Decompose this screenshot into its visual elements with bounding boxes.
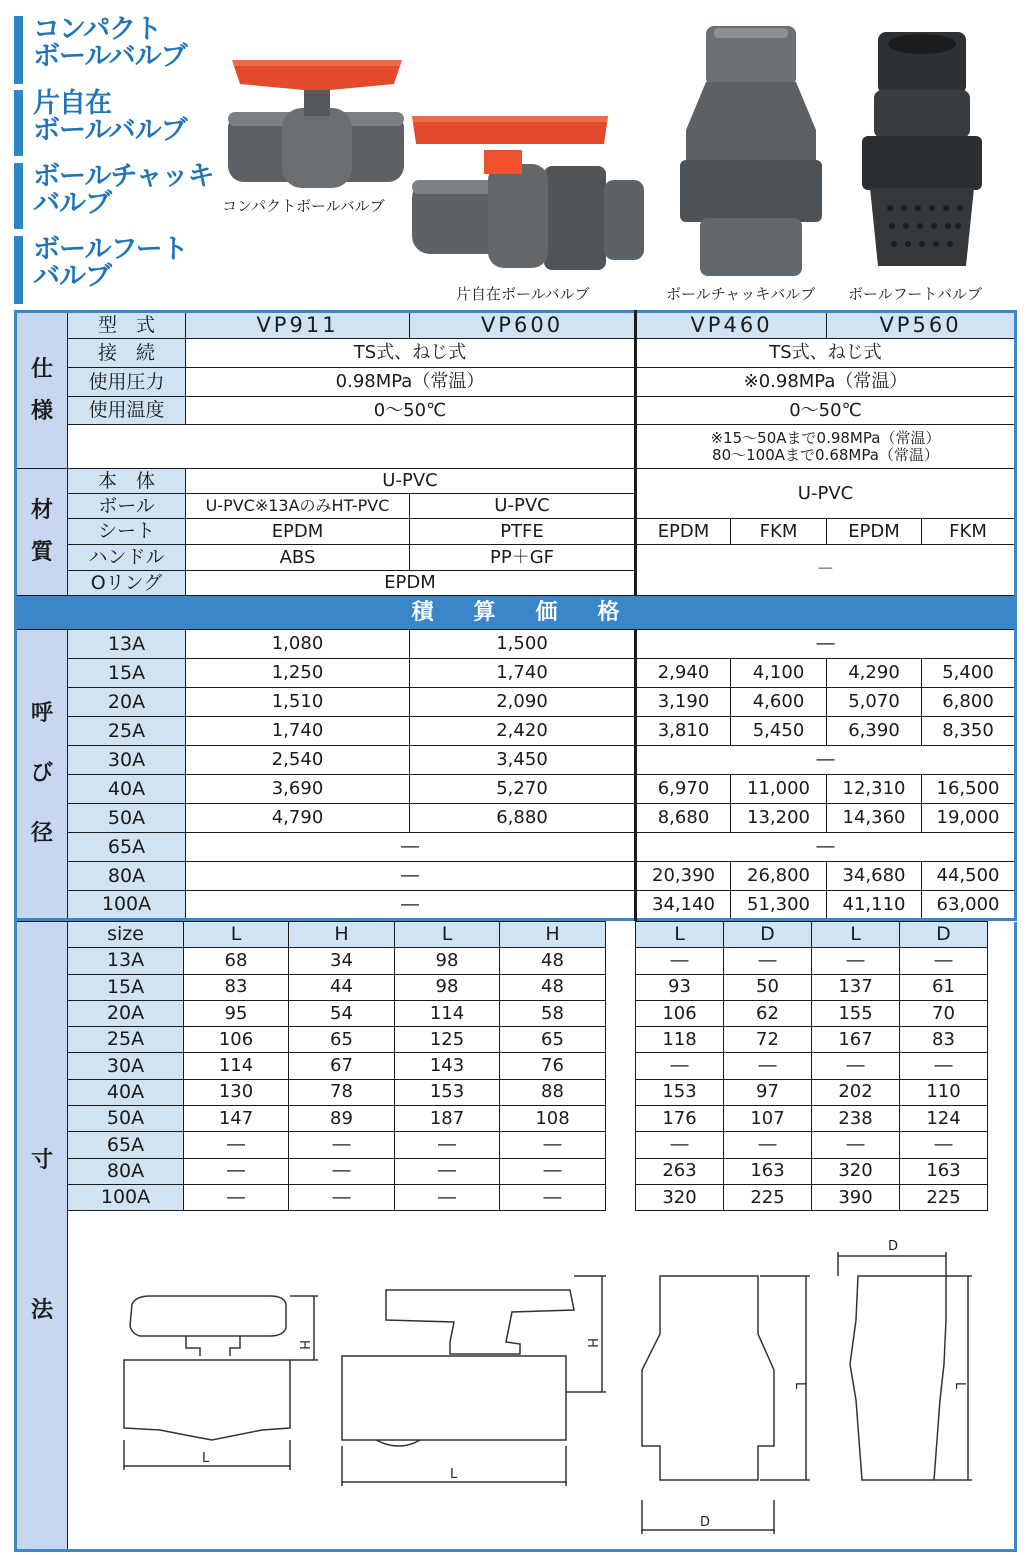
category-line: ボールチャッキ <box>33 161 214 192</box>
drawing-label-d: D <box>700 1515 711 1530</box>
row-label-ball: ボール <box>68 494 186 519</box>
dim-cell: 89 <box>289 1106 395 1132</box>
price-vp600: 1,500 <box>410 630 636 659</box>
seat-vp600: PTFE <box>410 519 636 545</box>
dim-cell: 107 <box>724 1106 812 1132</box>
drawing-label-h: H <box>584 1338 599 1348</box>
size-label: 80A <box>68 1158 184 1184</box>
price-left: ― <box>186 891 636 920</box>
dim-cell: 125 <box>395 1027 500 1053</box>
size-label: 100A <box>68 891 186 920</box>
price-right-cell: 20,390 <box>636 862 731 891</box>
category-line: ボールバルブ <box>33 41 187 72</box>
gap-cell <box>606 1158 636 1184</box>
row-label-model: 型 式 <box>68 312 186 339</box>
price-right-cell: 34,680 <box>827 862 922 891</box>
price-vp911: 4,790 <box>186 804 410 833</box>
gap-cell <box>606 1053 636 1079</box>
dim-cell: ― <box>812 948 900 974</box>
dim-cell: ― <box>812 1053 900 1079</box>
dim-cell: ― <box>289 1132 395 1158</box>
dim-cell: 68 <box>184 948 289 974</box>
dim-cell: 114 <box>395 1000 500 1026</box>
oring-left: EPDM <box>186 571 636 596</box>
price-right-cell: 5,070 <box>827 688 922 717</box>
price-vp911: 3,690 <box>186 775 410 804</box>
dim-header: H <box>500 922 606 948</box>
section-nominal-size: 呼 び 径 <box>16 630 68 920</box>
gap-cell <box>988 1027 1016 1053</box>
dim-cell: 50 <box>724 974 812 1000</box>
dim-cell: 143 <box>395 1053 500 1079</box>
price-right-cell: 11,000 <box>731 775 827 804</box>
dim-header: H <box>289 922 395 948</box>
size-label: 20A <box>68 688 186 717</box>
body-left: U-PVC <box>186 469 636 494</box>
gap-cell <box>988 1132 1016 1158</box>
price-left: ― <box>186 862 636 891</box>
drawing-label-l: L <box>792 1382 807 1390</box>
dim-cell: 155 <box>812 1000 900 1026</box>
dim-cell: 263 <box>636 1158 724 1184</box>
dim-cell: 44 <box>289 974 395 1000</box>
gap-cell <box>988 974 1016 1000</box>
price-right-cell: 6,390 <box>827 717 922 746</box>
size-label: 50A <box>68 804 186 833</box>
dim-cell: ― <box>395 1132 500 1158</box>
dim-cell: 176 <box>636 1106 724 1132</box>
size-label: 40A <box>68 1079 184 1105</box>
blank-cell <box>68 425 636 469</box>
category-line: バルブ <box>33 261 111 292</box>
size-label: 80A <box>68 862 186 891</box>
size-label: 100A <box>68 1184 184 1210</box>
row-label-body: 本 体 <box>68 469 186 494</box>
gap-cell <box>606 1106 636 1132</box>
gap-cell <box>606 974 636 1000</box>
dim-cell: ― <box>812 1132 900 1158</box>
category-union-ball-valve <box>14 90 187 156</box>
drawing-label-l: L <box>952 1382 967 1390</box>
dim-cell: 147 <box>184 1106 289 1132</box>
dim-cell: 48 <box>500 974 606 1000</box>
model-vp911: VP911 <box>186 312 410 339</box>
dim-cell: ― <box>395 1184 500 1210</box>
dim-cell: 320 <box>636 1184 724 1210</box>
dim-cell: 65 <box>500 1027 606 1053</box>
drawing-area <box>68 1211 1016 1551</box>
price-right-cell: 8,680 <box>636 804 731 833</box>
size-label: 25A <box>68 717 186 746</box>
temperature-left: 0～50℃ <box>186 397 636 425</box>
price-right: ― <box>636 630 1016 659</box>
dim-cell: 225 <box>724 1184 812 1210</box>
size-label: 15A <box>68 659 186 688</box>
dim-cell: 54 <box>289 1000 395 1026</box>
section-dimensions: 寸 法 <box>16 922 68 1551</box>
price-right-cell: 44,500 <box>922 862 1016 891</box>
pressure-note <box>636 425 1016 469</box>
dim-cell: ― <box>184 1158 289 1184</box>
price-right-cell: 4,100 <box>731 659 827 688</box>
price-right-cell: 34,140 <box>636 891 731 920</box>
seat-cell: EPDM <box>827 519 922 545</box>
dim-cell: 110 <box>900 1079 988 1105</box>
ball-vp600: U-PVC <box>410 494 636 519</box>
dim-header: L <box>184 922 289 948</box>
pressure-left: 0.98MPa（常温） <box>186 368 636 397</box>
material-right-upvc: U-PVC <box>636 469 1016 519</box>
gap-cell <box>606 922 636 948</box>
dim-cell: 34 <box>289 948 395 974</box>
size-label: 30A <box>68 1053 184 1079</box>
dim-cell: ― <box>724 948 812 974</box>
price-right: ― <box>636 833 1016 862</box>
seat-cell: FKM <box>731 519 827 545</box>
price-right-cell: 51,300 <box>731 891 827 920</box>
price-right-cell: 6,800 <box>922 688 1016 717</box>
dimension-table <box>14 921 1017 1552</box>
dim-cell: ― <box>724 1132 812 1158</box>
dim-cell: 72 <box>724 1027 812 1053</box>
dim-cell: ― <box>184 1132 289 1158</box>
price-right-cell: 5,400 <box>922 659 1016 688</box>
price-right-cell: 3,190 <box>636 688 731 717</box>
dim-cell: 114 <box>184 1053 289 1079</box>
price-vp600: 3,450 <box>410 746 636 775</box>
drawing-label-l: L <box>202 1451 210 1466</box>
drawing-label-l: L <box>450 1467 458 1482</box>
price-right-cell: 6,970 <box>636 775 731 804</box>
dim-cell: 202 <box>812 1079 900 1105</box>
ball-vp911: U-PVC※13AのみHT-PVC <box>186 494 410 519</box>
row-label-seat: シート <box>68 519 186 545</box>
dim-cell: 106 <box>636 1000 724 1026</box>
note-line: 80～100Aまで0.68MPa（常温） <box>712 445 939 464</box>
price-left: ― <box>186 833 636 862</box>
price-vp911: 1,080 <box>186 630 410 659</box>
photo-caption: ボールフートバルブ <box>848 285 982 303</box>
price-rows <box>16 630 1016 920</box>
dim-cell: 97 <box>724 1079 812 1105</box>
dim-header: D <box>900 922 988 948</box>
size-label: 15A <box>68 974 184 1000</box>
dim-cell: 187 <box>395 1106 500 1132</box>
category-line: 片自在 <box>33 88 111 119</box>
dim-cell: 83 <box>900 1027 988 1053</box>
gap-cell <box>988 1079 1016 1105</box>
model-vp600: VP600 <box>410 312 636 339</box>
compact-ball-valve-photo <box>222 50 412 195</box>
dim-cell: ― <box>636 1053 724 1079</box>
dim-cell: ― <box>900 948 988 974</box>
dim-header: D <box>724 922 812 948</box>
category-line: バルブ <box>33 188 111 219</box>
gap-cell <box>606 1184 636 1210</box>
dim-cell: ― <box>500 1184 606 1210</box>
price-vp911: 1,510 <box>186 688 410 717</box>
dim-cell: 76 <box>500 1053 606 1079</box>
price-vp911: 2,540 <box>186 746 410 775</box>
gap-cell <box>606 1079 636 1105</box>
gap-cell <box>606 948 636 974</box>
dim-cell: 48 <box>500 948 606 974</box>
price-right-cell: 26,800 <box>731 862 827 891</box>
connection-left: TS式、ねじ式 <box>186 339 636 368</box>
section-material: 材 質 <box>16 469 68 596</box>
gap-cell <box>606 1132 636 1158</box>
note-line: ※15～50Aまで0.98MPa（常温） <box>710 428 941 447</box>
size-label: 13A <box>68 948 184 974</box>
dim-cell: 93 <box>636 974 724 1000</box>
size-label: 65A <box>68 833 186 862</box>
size-label: 13A <box>68 630 186 659</box>
price-vp600: 2,420 <box>410 717 636 746</box>
dim-cell: 65 <box>289 1027 395 1053</box>
material-right-dash: － <box>636 545 1016 596</box>
size-label: 25A <box>68 1027 184 1053</box>
dim-header: L <box>812 922 900 948</box>
size-label: 30A <box>68 746 186 775</box>
dim-cell: 163 <box>724 1158 812 1184</box>
dim-cell: ― <box>289 1184 395 1210</box>
gap-cell <box>606 1000 636 1026</box>
dim-cell: 98 <box>395 974 500 1000</box>
price-right-cell: 14,360 <box>827 804 922 833</box>
temperature-right: 0～50℃ <box>636 397 1016 425</box>
price-band: 積算価格 <box>16 596 1016 630</box>
ball-check-valve-photo <box>676 22 826 280</box>
price-vp911: 1,250 <box>186 659 410 688</box>
dim-cell: 390 <box>812 1184 900 1210</box>
row-label-pressure: 使用圧力 <box>68 368 186 397</box>
drawing-label-d: D <box>888 1239 899 1254</box>
dim-header: L <box>636 922 724 948</box>
row-label-handle: ハンドル <box>68 545 186 571</box>
price-vp600: 1,740 <box>410 659 636 688</box>
gap-cell <box>988 1158 1016 1184</box>
model-vp560: VP560 <box>827 312 1016 339</box>
dim-cell: 118 <box>636 1027 724 1053</box>
size-label: 65A <box>68 1132 184 1158</box>
connection-right: TS式、ねじ式 <box>636 339 1016 368</box>
dim-cell: ― <box>900 1053 988 1079</box>
dim-cell: ― <box>636 1132 724 1158</box>
dim-cell: 108 <box>500 1106 606 1132</box>
price-right-cell: 4,290 <box>827 659 922 688</box>
price-right-cell: 13,200 <box>731 804 827 833</box>
gap-cell <box>988 1000 1016 1026</box>
size-label: 20A <box>68 1000 184 1026</box>
dim-cell: 167 <box>812 1027 900 1053</box>
dim-cell: 78 <box>289 1079 395 1105</box>
dim-cell: 124 <box>900 1106 988 1132</box>
row-label-oring: Oリング <box>68 571 186 596</box>
price-right-cell: 2,940 <box>636 659 731 688</box>
dim-cell: 163 <box>900 1158 988 1184</box>
dim-cell: 61 <box>900 974 988 1000</box>
dim-header: L <box>395 922 500 948</box>
dim-cell: 106 <box>184 1027 289 1053</box>
price-right-cell: 16,500 <box>922 775 1016 804</box>
row-label-temperature: 使用温度 <box>68 397 186 425</box>
dim-cell: 153 <box>395 1079 500 1105</box>
spec-table <box>14 310 1017 921</box>
category-line: ボールバルブ <box>33 115 187 146</box>
dim-cell: 98 <box>395 948 500 974</box>
price-right: ― <box>636 746 1016 775</box>
price-right-cell: 5,450 <box>731 717 827 746</box>
seat-vp911: EPDM <box>186 519 410 545</box>
price-vp911: 1,740 <box>186 717 410 746</box>
gap-cell <box>988 922 1016 948</box>
dim-cell: ― <box>184 1184 289 1210</box>
model-vp460: VP460 <box>636 312 827 339</box>
price-right-cell: 3,810 <box>636 717 731 746</box>
dim-cell: 130 <box>184 1079 289 1105</box>
dim-cell: 88 <box>500 1079 606 1105</box>
dim-cell: 225 <box>900 1184 988 1210</box>
dim-cell: 83 <box>184 974 289 1000</box>
section-spec: 仕 様 <box>16 312 68 469</box>
gap-cell <box>988 1053 1016 1079</box>
gap-cell <box>988 1184 1016 1210</box>
seat-cell: EPDM <box>636 519 731 545</box>
size-header: size <box>68 922 184 948</box>
dim-cell: 62 <box>724 1000 812 1026</box>
gap-cell <box>988 948 1016 974</box>
price-right-cell: 19,000 <box>922 804 1016 833</box>
dim-cell: ― <box>395 1158 500 1184</box>
price-vp600: 2,090 <box>410 688 636 717</box>
pressure-right: ※0.98MPa（常温） <box>636 368 1016 397</box>
dim-cell: ― <box>500 1132 606 1158</box>
dim-cell: ― <box>636 948 724 974</box>
gap-cell <box>606 1027 636 1053</box>
dim-cell: ― <box>500 1158 606 1184</box>
seat-cell: FKM <box>922 519 1016 545</box>
photo-caption: コンパクトボールバルブ <box>222 197 385 215</box>
dim-cell: 95 <box>184 1000 289 1026</box>
price-right-cell: 41,110 <box>827 891 922 920</box>
category-line: コンパクト <box>33 14 162 45</box>
drawing-label-h: H <box>296 1340 311 1350</box>
category-ball-foot-valve <box>14 236 188 304</box>
union-ball-valve-photo <box>408 110 648 280</box>
dim-cell: ― <box>900 1132 988 1158</box>
dim-cell: 238 <box>812 1106 900 1132</box>
row-label-connection: 接 続 <box>68 339 186 368</box>
price-vp600: 6,880 <box>410 804 636 833</box>
photo-caption: ボールチャッキバルブ <box>666 285 816 303</box>
dim-cell: 58 <box>500 1000 606 1026</box>
price-right-cell: 12,310 <box>827 775 922 804</box>
gap-cell <box>988 1106 1016 1132</box>
photo-caption: 片自在ボールバルブ <box>456 285 590 303</box>
category-compact-ball-valve <box>14 16 187 84</box>
dim-cell: 153 <box>636 1079 724 1105</box>
dim-cell: ― <box>724 1053 812 1079</box>
price-vp600: 5,270 <box>410 775 636 804</box>
size-label: 40A <box>68 775 186 804</box>
category-ball-check-valve <box>14 163 214 229</box>
dim-cell: 67 <box>289 1053 395 1079</box>
ball-foot-valve-photo <box>856 30 988 282</box>
dim-cell: 320 <box>812 1158 900 1184</box>
dim-cell: 137 <box>812 974 900 1000</box>
price-right-cell: 63,000 <box>922 891 1016 920</box>
dimension-rows <box>16 922 1016 1551</box>
dim-cell: ― <box>289 1158 395 1184</box>
category-line: ボールフート <box>33 234 188 265</box>
handle-vp911: ABS <box>186 545 410 571</box>
price-right-cell: 8,350 <box>922 717 1016 746</box>
dim-cell: 70 <box>900 1000 988 1026</box>
size-label: 50A <box>68 1106 184 1132</box>
price-right-cell: 4,600 <box>731 688 827 717</box>
handle-vp600: PP＋GF <box>410 545 636 571</box>
